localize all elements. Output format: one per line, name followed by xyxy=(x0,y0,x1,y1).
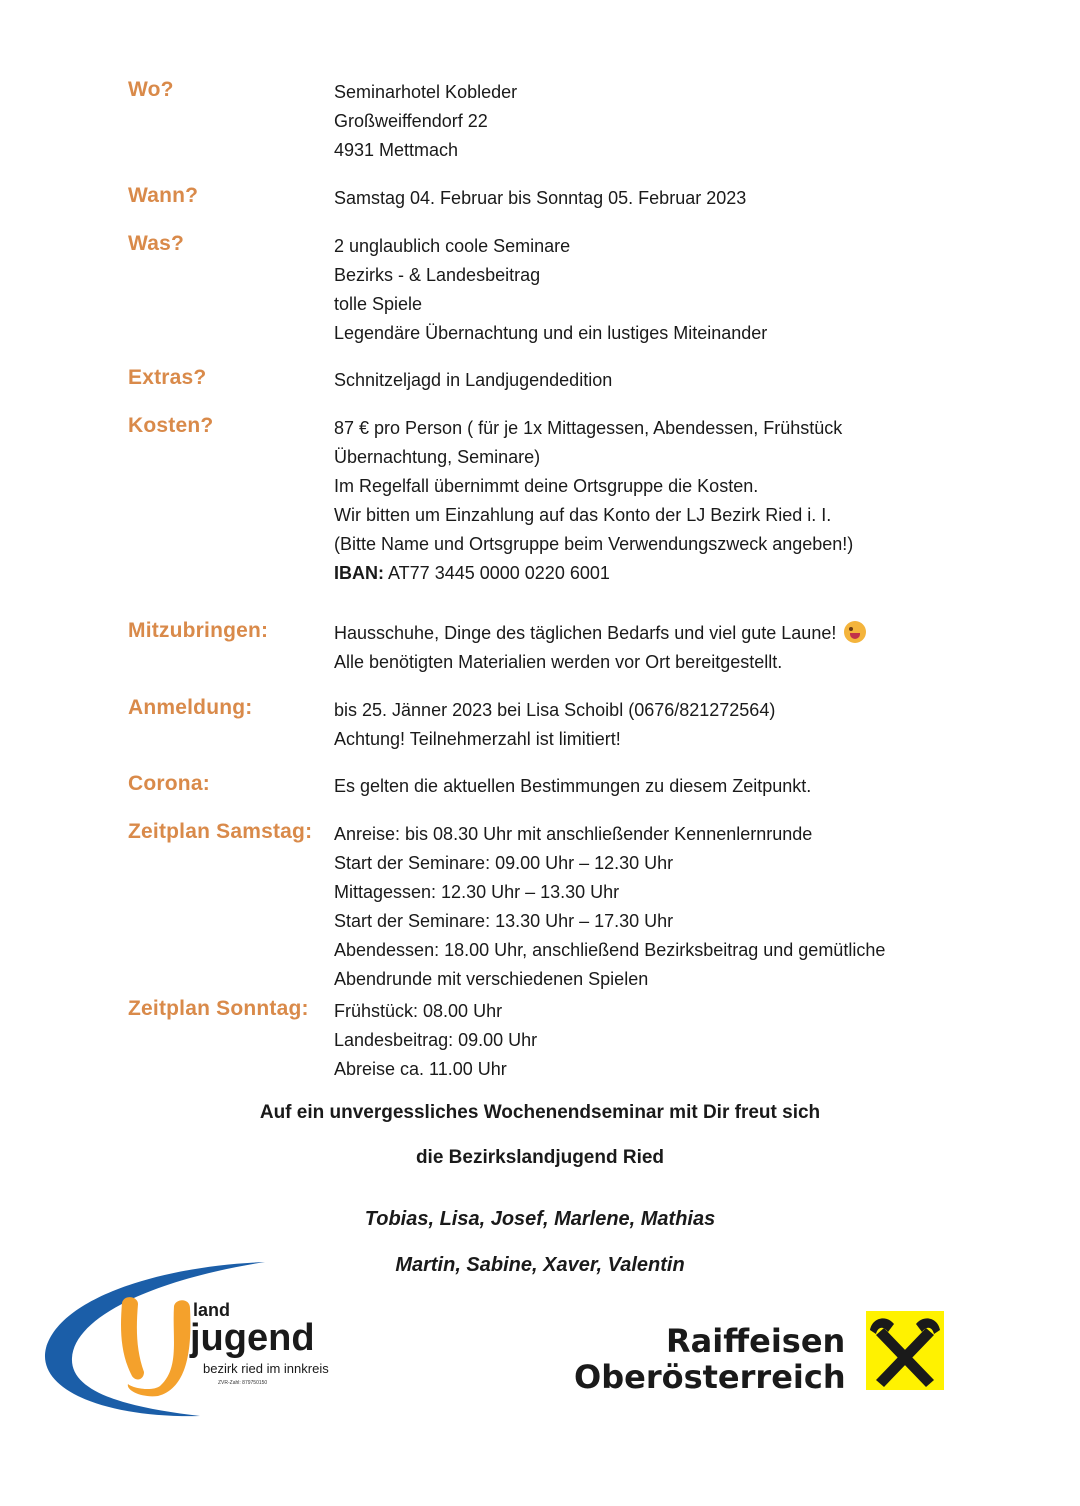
svg-text:Raiffeisen: Raiffeisen xyxy=(666,1322,846,1360)
bring-text: Hausschuhe, Dinge des täglichen Bedarfs und viel gute Laune! xyxy=(334,623,837,643)
section-label: Zeitplan Sonntag: xyxy=(128,997,309,1020)
program-line: Bezirks - & Landesbeitrag xyxy=(334,265,541,285)
schedule-line: Start der Seminare: 13.30 Uhr – 17.30 Uhr xyxy=(334,911,674,931)
winking-face-emoji-icon xyxy=(844,621,866,643)
svg-text:Oberösterreich: Oberösterreich xyxy=(574,1358,846,1396)
svg-text:ZVR-Zahl: 879750150: ZVR-Zahl: 879750150 xyxy=(218,1380,268,1386)
iban-value: AT77 3445 0000 0220 6001 xyxy=(384,563,610,583)
iban-label: IBAN: xyxy=(334,563,384,583)
section-label: Corona: xyxy=(128,772,210,795)
address-line: Großweiffendorf 22 xyxy=(334,111,488,131)
closing-signature: die Bezirkslandjugend Ried xyxy=(415,1147,665,1168)
section-label: Anmeldung: xyxy=(128,696,253,719)
schedule-line: Frühstück: 08.00 Uhr xyxy=(334,1001,503,1021)
address-line: Seminarhotel Kobleder xyxy=(334,82,518,102)
section-label: Extras? xyxy=(128,366,207,389)
schedule-line: Anreise: bis 08.30 Uhr mit anschließender Kennenlernrunde xyxy=(334,824,813,844)
extras-line: Schnitzeljagd in Landjugendedition xyxy=(334,370,613,390)
team-names: Martin, Sabine, Xaver, Valentin xyxy=(395,1254,685,1276)
svg-text:bezirk ried im innkreis: bezirk ried im innkreis xyxy=(203,1361,329,1376)
landjugend-logo xyxy=(40,1258,350,1423)
registration-line: bis 25. Jänner 2023 bei Lisa Schoibl (0676/821272564) xyxy=(334,700,776,720)
corona-line: Es gelten die aktuellen Bestimmungen zu diesem Zeitpunkt. xyxy=(334,776,812,796)
raiffeisen-logo xyxy=(570,1308,950,1396)
team-names: Tobias, Lisa, Josef, Marlene, Mathias xyxy=(364,1208,716,1230)
schedule-line: Abendrunde mit verschiedenen Spielen xyxy=(334,969,649,989)
cost-line: Wir bitten um Einzahlung auf das Konto der LJ Bezirk Ried i. I. xyxy=(334,505,832,525)
program-line: tolle Spiele xyxy=(334,294,423,314)
svg-text:land: land xyxy=(193,1300,231,1320)
cost-line: Im Regelfall übernimmt deine Ortsgruppe die Kosten. xyxy=(334,476,759,496)
cost-line: Übernachtung, Seminare) xyxy=(334,447,541,467)
cost-line: 87 € pro Person ( für je 1x Mittagessen, Abendessen, Frühstück xyxy=(334,418,843,438)
closing-line: Auf ein unvergessliches Wochenendseminar mit Dir freut sich xyxy=(259,1102,821,1123)
address-line: 4931 Mettmach xyxy=(334,140,459,160)
section-label: Zeitplan Samstag: xyxy=(128,820,313,843)
cost-line: (Bitte Name und Ortsgruppe beim Verwendungszweck angeben!) xyxy=(334,534,854,554)
schedule-line: Mittagessen: 12.30 Uhr – 13.30 Uhr xyxy=(334,882,620,902)
bring-line: Alle benötigten Materialien werden vor Ort bereitgestellt. xyxy=(334,652,783,672)
letter-l-shape xyxy=(121,1297,144,1379)
registration-line: Achtung! Teilnehmerzahl ist limitiert! xyxy=(334,729,621,749)
section-label: Wann? xyxy=(128,184,199,207)
section-label: Kosten? xyxy=(128,414,214,437)
section-label: Was? xyxy=(128,232,185,255)
section-label: Mitzubringen: xyxy=(128,619,269,642)
iban-line xyxy=(334,561,853,590)
schedule-line: Start der Seminare: 09.00 Uhr – 12.30 Uhr xyxy=(334,853,674,873)
schedule-line: Abreise ca. 11.00 Uhr xyxy=(334,1059,507,1079)
program-line: Legendäre Übernachtung und ein lustiges Miteinander xyxy=(334,323,768,343)
schedule-line: Abendessen: 18.00 Uhr, anschließend Bezirksbeitrag und gemütliche xyxy=(334,940,886,960)
section-label: Wo? xyxy=(128,78,174,101)
program-line: 2 unglaublich coole Seminare xyxy=(334,236,571,256)
svg-text:jugend: jugend xyxy=(190,1317,315,1359)
date-line: Samstag 04. Februar bis Sonntag 05. Februar 2023 xyxy=(334,188,747,208)
bring-line xyxy=(334,621,866,650)
schedule-line: Landesbeitrag: 09.00 Uhr xyxy=(334,1030,538,1050)
